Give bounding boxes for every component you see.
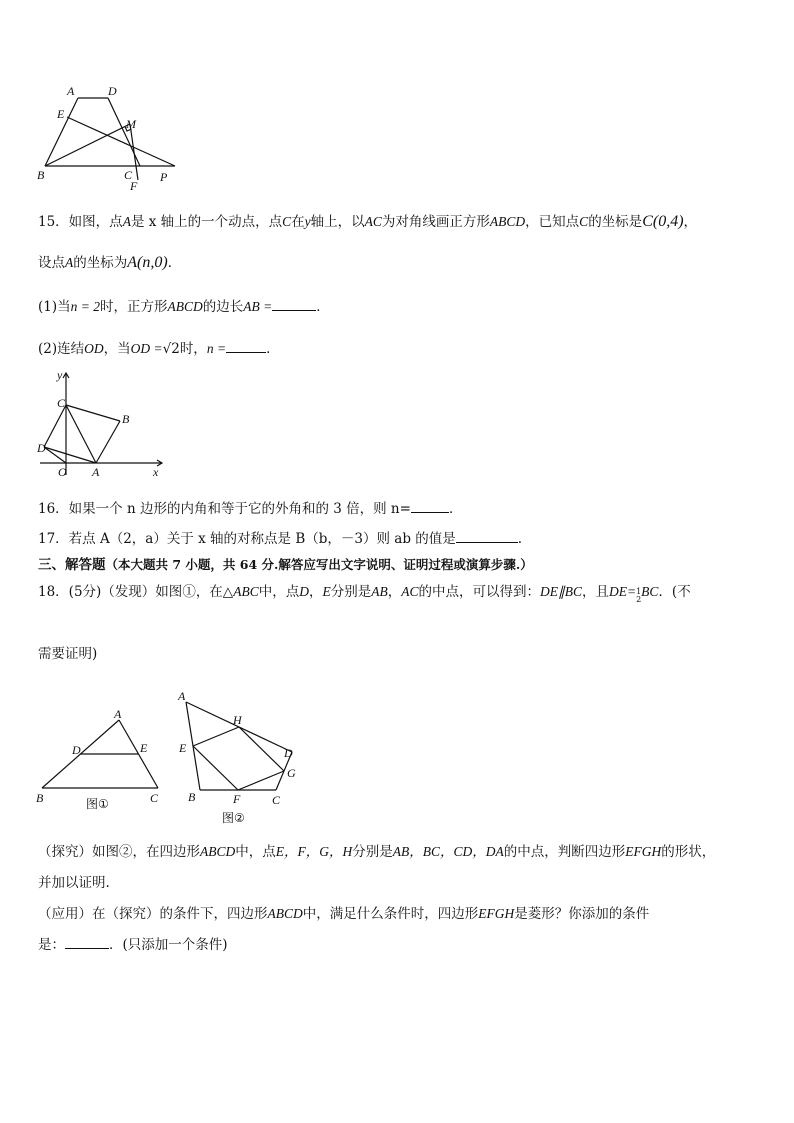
q18-apply-line1: （应用）在（探究）的条件下，四边形ABCD中，满足什么条件时，四边形EFGH是菱形？你添加的条件: [38, 906, 650, 922]
q15-line1: 15．如图，点A是 x 轴上的一个动点，点C在y轴上，以AC为对角线画正方形ABCD，已知点C的坐标是C(0,4)，: [38, 213, 698, 230]
label-C: C: [124, 168, 133, 182]
q18-explore-line1: （探究）如图②，在四边形ABCD中，点E，F，G，H分别是AB，BC，CD，DA的中点，判断四边形EFGH的形状，: [38, 844, 716, 860]
label-F: F: [233, 792, 241, 806]
label-B: B: [188, 790, 196, 804]
label-E: E: [57, 107, 65, 121]
q15-part1: (1)当n = 2时，正方形ABCD的边长AB = ．: [38, 299, 330, 315]
label-P: P: [160, 170, 168, 184]
label-G: G: [287, 766, 296, 780]
q18-apply-line2: 是： ．(只添加一个条件): [38, 937, 228, 953]
label-A: A: [114, 707, 122, 721]
answer-blank[interactable]: [456, 529, 518, 543]
label-M: M: [126, 117, 136, 131]
trapezoid-figure: [30, 80, 190, 195]
q15-part2: (2)连结OD，当OD =√2时，n = ．: [38, 341, 280, 357]
label-A: A: [92, 465, 100, 479]
label-F: F: [130, 179, 138, 193]
label-D: D: [108, 84, 117, 98]
axis-y-label: y: [57, 368, 63, 382]
q16: 16．如果一个 n 边形的内角和等于它的外角和的 3 倍，则 n= ．: [38, 501, 463, 517]
label-D: D: [37, 441, 46, 455]
triangle-figure: [34, 706, 169, 816]
answer-blank[interactable]: [411, 499, 449, 513]
figure-caption: 图②: [222, 811, 245, 825]
square-axes-figure: [30, 365, 170, 483]
section-heading: 三、解答题（本大题共 7 小题，共 64 分.解答应写出文字说明、证明过程或演算步骤.）: [38, 557, 533, 573]
sqrt-two: √2: [162, 341, 180, 357]
coord-A: A(n,0): [127, 254, 168, 271]
answer-blank[interactable]: [226, 339, 266, 353]
coord-C: C(0,4): [642, 213, 684, 230]
quadrilateral-figure: [172, 686, 307, 828]
label-B: B: [37, 168, 45, 182]
label-H: H: [233, 713, 242, 727]
label-C: C: [57, 396, 66, 410]
answer-blank[interactable]: [65, 935, 109, 949]
label-O: O: [58, 465, 67, 479]
q18-line1: 18．(5分)（发现）如图①，在△ABC中，点D，E分别是AB，AC的中点，可以得到：DE∥BC，且DE=1 2BC．(不: [38, 584, 691, 604]
label-B: B: [36, 791, 44, 805]
label-E: E: [179, 741, 187, 755]
label-C: C: [272, 793, 281, 807]
label-E: E: [140, 741, 148, 755]
label-C: C: [150, 791, 159, 805]
fraction-half: 1 2: [636, 587, 642, 604]
figure-caption: 图①: [86, 797, 109, 811]
answer-blank[interactable]: [272, 297, 316, 311]
label-D: D: [72, 743, 81, 757]
q17: 17．若点 A（2，a）关于 x 轴的对称点是 B（b，－3）则 ab 的值是 .: [38, 531, 523, 547]
axis-x-label: x: [153, 465, 159, 479]
label-A: A: [178, 689, 186, 703]
q18-explore-line2: 并加以证明.: [38, 875, 110, 891]
q15-line2: 设点A的坐标为A(n,0)．: [38, 254, 182, 271]
label-D: D: [284, 746, 293, 760]
q18-line2: 需要证明): [38, 646, 98, 662]
label-B: B: [122, 412, 130, 426]
label-A: A: [67, 84, 75, 98]
